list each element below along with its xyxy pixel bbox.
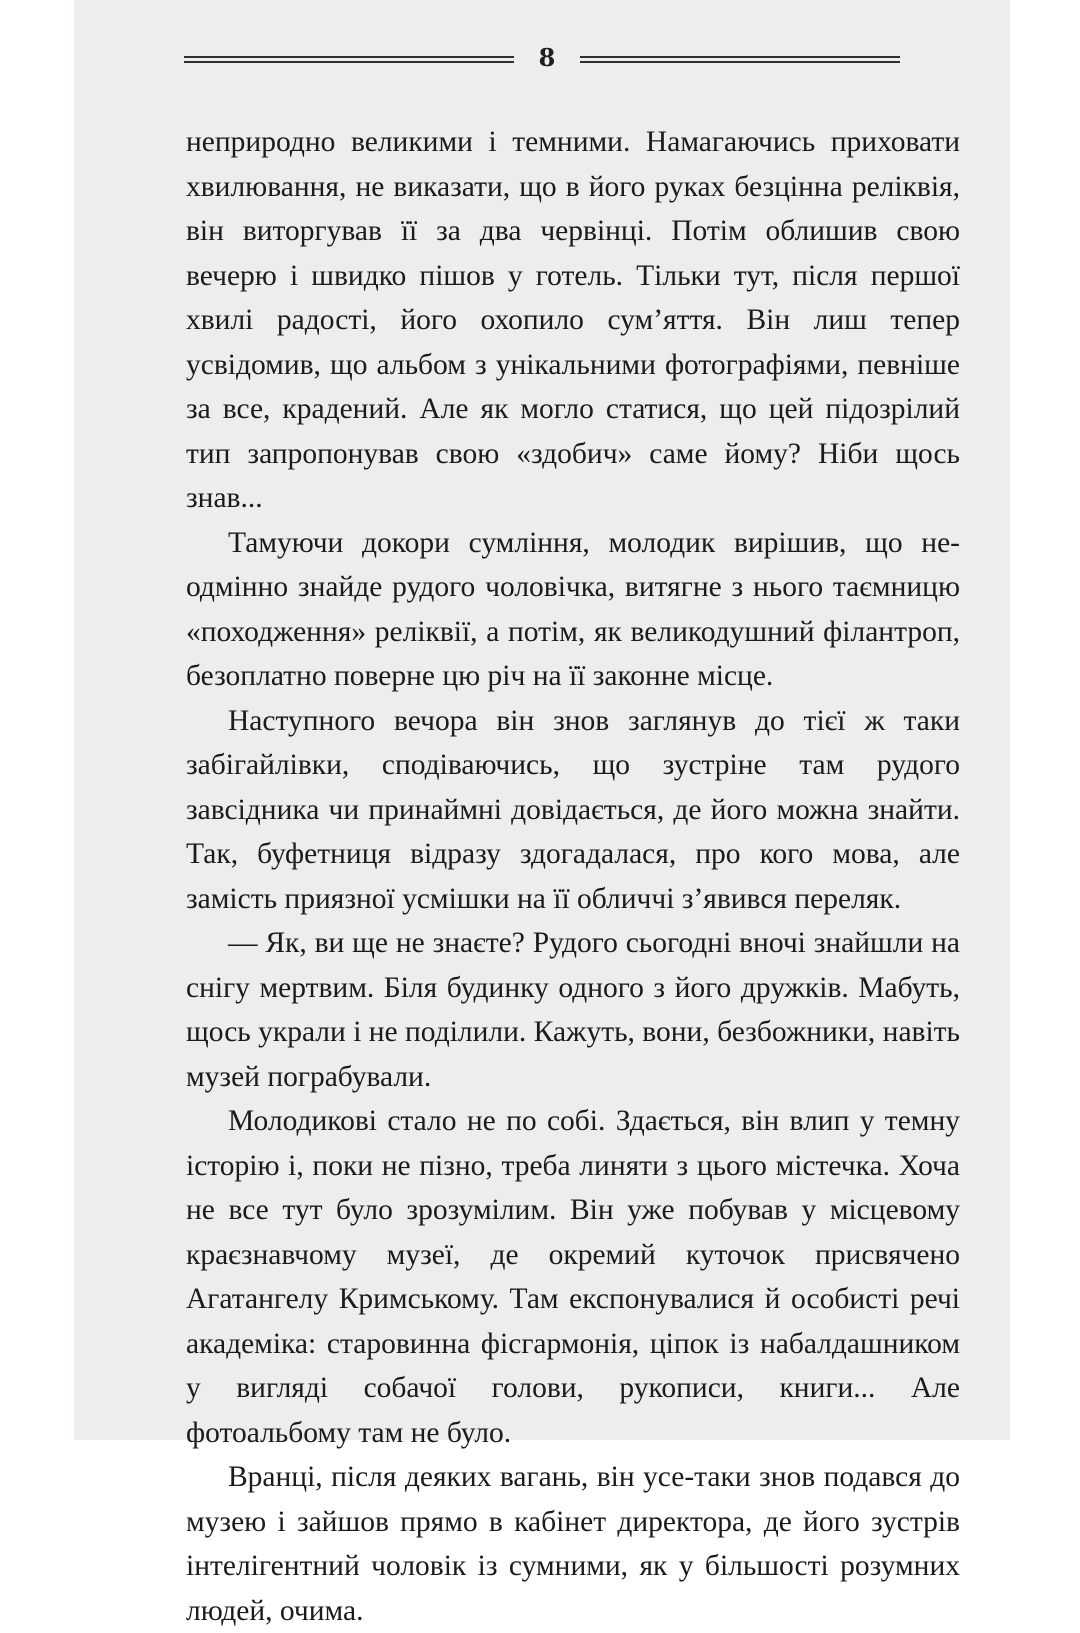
book-page [74,0,1010,1627]
page-number: 8 [538,43,556,72]
paragraph: неприродно великими і темними. Намагаючись приховати хвилювання, не виказати, що в його руках безцінна реліквія, він виторгував її за два червінці. Потім облишив свою вечерю і швидко пішов у готель. Тільки тут, після першої хвилі радості, його охопило сум’яття. Він лиш тепер усвідомив, що альбом з унікальними фотографіями, певніше за все, крадений. Але як могло статися, що цей підозрілий тип запропонував свою «здобич» саме йому? Ніби щось знав... [186,126,960,514]
paragraph: — Як, ви ще не знаєте? Рудого сьогодні вночі знайшли на снігу мертвим. Біля будинку одного з його дружків. Мабуть, щось украли і не поділили. Кажуть, вони, безбожники, навіть музей пограбували. [186,927,961,1093]
header-rule-left [184,56,514,63]
page-text [186,120,960,1633]
page-header [184,42,900,78]
paragraph: Вранці, після деяких вагань, він усе-таки знов подався до музею і зайшов прямо в кабінет директора, де його зустрів інтелігентний чоловік із сумними, як у більшості розумних людей, очима. [186,1461,960,1627]
header-rule-right [580,56,900,63]
paragraph: Тамуючи докори сумління, молодик вирішив, що неодмінно знайде рудого чоловічка, витягне з нього таємницю «походження» реліквії, а потім, як великодушний філантроп, безоплатно поверне цю річ на її законне місце. [186,526,960,692]
paragraph: Наступного вечора він знов заглянув до тієї ж таки забігайлівки, сподіваючись, що зустріне там рудого завсідника чи принаймні довідається, де його можна знайти. Так, буфетниця відразу здогадалася, про кого мова, але замість приязної усмішки на її обличчі з’явився переляк. [186,704,960,915]
paragraph: Молодикові стало не по собі. Здається, він влип у темну історію і, поки не пізно, треба линяти з цього містечка. Хоча не все тут було зрозумілим. Він уже побував у місцевому краєзнавчому музеї, де окремий куточок присвячено Агатангелу Кримському. Там експонувалися й особисті речі академіка: старовинна фісгармонія, ціпок із набалдашником у вигляді собачої голови, рукописи, книги... Але фотоальбому там не було. [186,1105,960,1449]
